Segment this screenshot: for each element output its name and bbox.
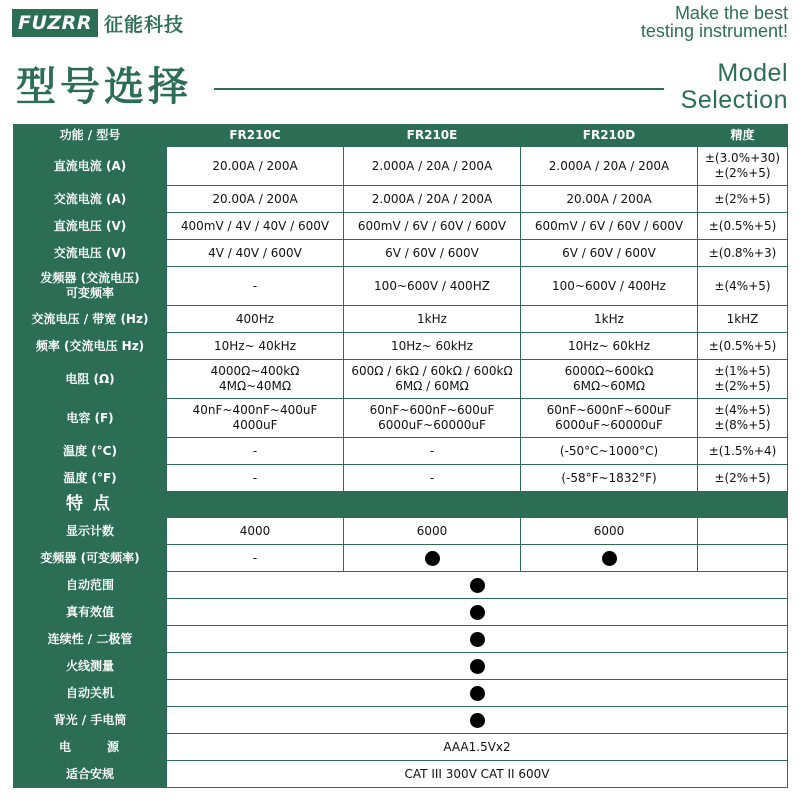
spec-value-fr210c-line: 4000uF [232,418,278,432]
power-value: AAA1.5Vx2 [167,734,788,761]
spec-value-fr210d-line: 6V / 60V / 600V [562,245,656,260]
spec-value-fr210d-line: (-58°F~1832°F) [561,470,657,485]
spec-value-fr210c-line: 4V / 40V / 600V [208,245,302,260]
feature-label: 背光 / 手电筒 [14,707,167,734]
spec-value-fr210c-line: 4MΩ~40MΩ [218,379,291,393]
supported-dot-icon [602,551,617,566]
spec-row [14,240,788,267]
empty-cell [698,545,788,572]
spec-value-fr210e [344,465,521,492]
title-en-line-2: Selection [680,86,788,114]
vfd-fr210c: - [167,545,344,572]
header-row [14,125,788,147]
spec-value-fr210c-line: 40nF~400nF~400uF [192,403,318,417]
spec-accuracy [698,333,788,360]
spec-accuracy [698,267,788,306]
spec-label: 直流电流 (A) [14,147,167,186]
power-row [14,734,788,761]
spec-value-fr210d-line: (-50°C~1000°C) [559,443,659,458]
spec-value-fr210e-line: 2.000A / 20A / 200A [371,191,493,206]
spec-value-fr210e-line: 10Hz~ 60kHz [390,338,473,353]
spec-value-fr210c-line: 4000Ω~400kΩ [210,364,300,378]
spec-label: 电阻 (Ω) [14,360,167,399]
title-en-line-1: Model [717,59,788,87]
spec-label: 频率 (交流电压 Hz) [14,333,167,360]
spec-label [14,267,167,306]
slogan-line-2: testing instrument! [640,21,788,41]
feature-label: 火线测量 [14,653,167,680]
spec-value-fr210d [521,465,698,492]
spec-accuracy-line: ±(2%+5) [714,166,771,180]
spec-accuracy-line: ±(4%+5) [714,403,771,417]
spec-row [14,465,788,492]
spec-label: 电容 (F) [14,399,167,438]
header-model-fr210d: FR210D [521,125,698,147]
feature-row [14,653,788,680]
spec-value-fr210e-line: 600Ω / 6kΩ / 60kΩ / 600kΩ [351,364,513,378]
feature-row-display-count [14,518,788,545]
spec-value-fr210d [521,186,698,213]
spec-label: 温度 (°F) [14,465,167,492]
spec-accuracy-line: ±(8%+5) [714,418,771,432]
spec-accuracy-line: ±(3.0%+30) [704,151,781,165]
spec-value-fr210e [344,306,521,333]
spec-value-fr210e [344,360,521,399]
feature-label: 自动关机 [14,680,167,707]
page-title: 型号选择 [16,64,192,110]
spec-value-fr210c-line: - [252,470,258,485]
spec-value-fr210e-line: 2.000A / 20A / 200A [371,158,493,173]
spec-label-line: 发频器 (交流电压) [40,271,140,285]
spec-value-fr210d [521,213,698,240]
feature-label: 自动范围 [14,572,167,599]
spec-value-fr210e-line: - [429,443,435,458]
spec-value-fr210e-line: 6V / 60V / 600V [385,245,479,260]
table-body [14,125,788,788]
spec-value-fr210e [344,147,521,186]
spec-value-fr210e-line: 600mV / 6V / 60V / 600V [357,218,507,233]
spec-value-fr210c [167,213,344,240]
spec-accuracy-line: ±(1.5%+4) [708,443,777,458]
spec-value-fr210e [344,438,521,465]
spec-value-fr210d [521,267,698,306]
spec-value-fr210d [521,333,698,360]
spec-value-fr210c [167,399,344,438]
spec-value-fr210c [167,186,344,213]
spec-value-fr210e-line: - [429,470,435,485]
spec-value-fr210c [167,438,344,465]
spec-row [14,306,788,333]
supported-dot-icon [470,686,485,701]
spec-value-fr210c-line: 20.00A / 200A [212,158,298,173]
slogan [641,4,788,40]
display-count-fr210c: 4000 [167,518,344,545]
spec-accuracy-line: ±(2%+5) [714,191,771,206]
spec-label: 温度 (°C) [14,438,167,465]
spec-accuracy-line: ±(0.5%+5) [708,218,777,233]
spec-value-fr210d-line: 20.00A / 200A [566,191,652,206]
spec-label: 交流电压 / 带宽 (Hz) [14,306,167,333]
spec-value-fr210d-line: 6000Ω~600kΩ [564,364,654,378]
spec-value-fr210e-line: 1kHz [417,311,447,326]
brand-logo [12,8,184,38]
feature-label: 真有效值 [14,599,167,626]
spec-value-fr210d-line: 60nF~600nF~600uF [546,403,672,417]
logo-mark: FUZRR [12,9,98,37]
spec-value-fr210e [344,186,521,213]
spec-row [14,147,788,186]
feature-row [14,707,788,734]
display-count-fr210d: 6000 [521,518,698,545]
spec-value-fr210e [344,213,521,240]
spec-accuracy-line: ±(2%+5) [714,379,771,393]
spec-value-fr210d-line: 1kHz [594,311,624,326]
spec-row [14,333,788,360]
spec-value-fr210d-line: 6MΩ~60MΩ [572,379,645,393]
spec-row [14,267,788,306]
features-section-row [14,492,788,518]
supported-dot-icon [470,659,485,674]
spec-row [14,186,788,213]
safety-label: 适合安规 [14,761,167,788]
spec-value-fr210e [344,399,521,438]
feature-label: 连续性 / 二极管 [14,626,167,653]
spec-accuracy [698,186,788,213]
feature-label: 显示计数 [14,518,167,545]
brand-name: 征能科技 [103,13,184,36]
spec-value-fr210c-line: 400mV / 4V / 40V / 600V [180,218,330,233]
spec-value-fr210c [167,360,344,399]
title-row [0,56,800,118]
display-count-fr210e: 6000 [344,518,521,545]
slogan-line-1: Make the best [674,3,788,23]
spec-value-fr210c [167,465,344,492]
power-label: 电源 [14,734,167,761]
feature-row-vfd [14,545,788,572]
spec-value-fr210d-line: 6000uF~60000uF [555,418,663,432]
spec-row [14,399,788,438]
spec-accuracy [698,240,788,267]
supported-dot-icon [470,605,485,620]
spec-value-fr210c [167,267,344,306]
model-selection-table [13,124,788,788]
feature-row [14,572,788,599]
spec-value-fr210e-line: 100~600V / 400HZ [374,278,490,293]
spec-value-fr210d [521,399,698,438]
feature-supported-all-models [167,653,788,680]
spec-accuracy [698,147,788,186]
spec-value-fr210e-line: 6000uF~60000uF [378,418,486,432]
spec-accuracy [698,306,788,333]
vfd-fr210d [521,545,698,572]
header-model-fr210c: FR210C [167,125,344,147]
page-title-en [681,60,788,114]
feature-supported-all-models [167,707,788,734]
spec-value-fr210c-line: 10Hz~ 40kHz [213,338,296,353]
feature-row [14,599,788,626]
feature-supported-all-models [167,626,788,653]
spec-value-fr210c [167,333,344,360]
spec-value-fr210c-line: - [252,278,258,293]
spec-value-fr210d [521,240,698,267]
feature-supported-all-models [167,599,788,626]
spec-value-fr210d [521,306,698,333]
spec-value-fr210d [521,438,698,465]
safety-row [14,761,788,788]
header-function: 功能 / 型号 [14,125,167,147]
spec-value-fr210d-line: 100~600V / 400Hz [552,278,666,293]
spec-accuracy-line: ±(4%+5) [714,278,771,293]
spec-value-fr210d-line: 10Hz~ 60kHz [567,338,650,353]
feature-row [14,680,788,707]
spec-value-fr210c [167,306,344,333]
spec-accuracy-line: ±(0.5%+5) [708,338,777,353]
spec-value-fr210c [167,147,344,186]
header-model-fr210e: FR210E [344,125,521,147]
spec-value-fr210c [167,240,344,267]
spec-accuracy-line: 1kHZ [726,311,759,326]
spec-label: 直流电压 (V) [14,213,167,240]
feature-label: 变频器 (可变频率) [14,545,167,572]
title-divider [214,88,664,90]
supported-dot-icon [425,551,440,566]
spec-value-fr210e-line: 6MΩ / 60MΩ [395,379,469,393]
spec-accuracy [698,399,788,438]
spec-row [14,213,788,240]
supported-dot-icon [470,578,485,593]
spec-accuracy [698,465,788,492]
spec-label: 交流电压 (V) [14,240,167,267]
spec-value-fr210e [344,267,521,306]
supported-dot-icon [470,713,485,728]
spec-value-fr210d [521,147,698,186]
spec-accuracy-line: ±(2%+5) [714,470,771,485]
spec-row [14,360,788,399]
spec-value-fr210c-line: - [252,443,258,458]
top-bar [0,0,800,52]
feature-row [14,626,788,653]
spec-accuracy [698,438,788,465]
safety-value: CAT III 300V CAT II 600V [167,761,788,788]
spec-value-fr210e-line: 60nF~600nF~600uF [369,403,495,417]
spec-accuracy-line: ±(1%+5) [714,364,771,378]
header-accuracy: 精度 [698,125,788,147]
feature-supported-all-models [167,680,788,707]
spec-value-fr210c-line: 400Hz [235,311,275,326]
spec-label-line: 可变频率 [65,286,114,300]
spec-accuracy [698,360,788,399]
spec-label: 交流电流 (A) [14,186,167,213]
spec-value-fr210d [521,360,698,399]
feature-supported-all-models [167,572,788,599]
spec-value-fr210d-line: 2.000A / 20A / 200A [548,158,670,173]
supported-dot-icon [470,632,485,647]
empty-cell [698,518,788,545]
spec-value-fr210e [344,240,521,267]
features-section-title: 特点 [14,492,788,518]
spec-value-fr210c-line: 20.00A / 200A [212,191,298,206]
vfd-fr210e [344,545,521,572]
spec-accuracy [698,213,788,240]
spec-row [14,438,788,465]
spec-value-fr210e [344,333,521,360]
spec-value-fr210d-line: 600mV / 6V / 60V / 600V [534,218,684,233]
spec-accuracy-line: ±(0.8%+3) [708,245,777,260]
